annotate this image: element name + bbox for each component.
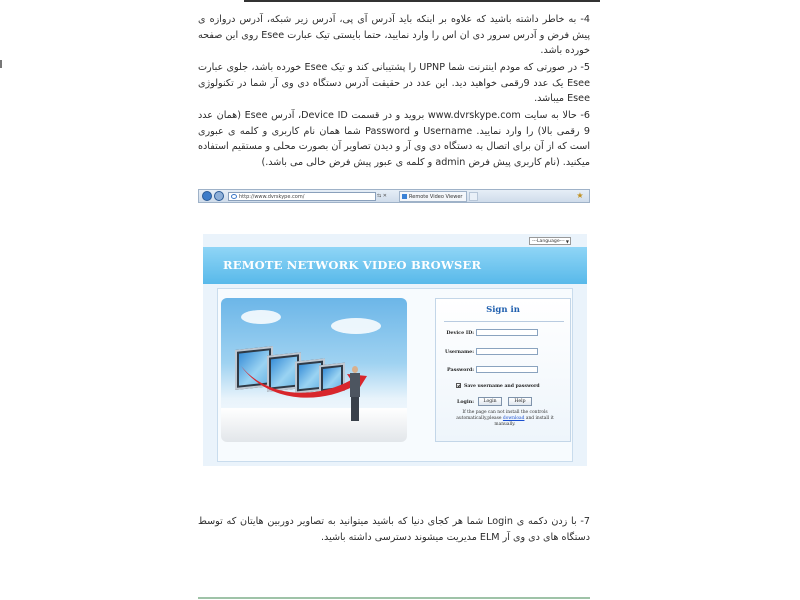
tab-label: Remote Video Viewer [409,194,463,200]
login-row-label: Login: [456,399,474,405]
remote-viewer-page [203,234,587,466]
remember-label: Save username and password [464,384,540,389]
device-id-label: Device ID: [446,330,474,336]
note-text-before: If the page can not install the controls automatically,please [456,410,548,421]
businessman-figure [349,366,361,422]
browser-toolbar [198,189,590,203]
password-input[interactable] [476,366,538,373]
note-text-after: and install it manually. [494,416,554,427]
chevron-down-icon: ▼ [565,239,569,244]
new-tab-button[interactable] [469,192,478,201]
paragraph-step-5: 5- در صورتی که مودم اینترنت شما UPNP را پشتیبانی کند و تیک Esee خورده باشد، جلوی عبارت Esee یک عدد 9رقمی خواهید دید. این عدد در حقیقت آدرس دستگاه دی وی آر شما در تکنولوژی Esee میباشد. [198,62,590,105]
favorites-star-icon[interactable]: ★ [576,191,584,200]
install-note [446,410,564,428]
banner-title: REMOTE NETWORK VIDEO BROWSER [223,258,482,272]
password-label: Password: [447,367,474,373]
paragraph-step-4: 4- به خاطر داشته باشید که علاوه بر اینکه باید آدرس آی پی، آدرس زیر شبکه، آدرس دروازه ی پیش فرض و آدرس سرور دی ان اس را وارد نمایید، حتما بایستی تیک عبارت Esee روی این صفحه خورده باشد. [198,14,590,57]
bottom-rule [198,597,590,599]
help-button[interactable]: Help [508,397,532,406]
language-select[interactable] [529,237,571,245]
remember-checkbox[interactable] [456,383,461,388]
cloud-shape [331,318,381,334]
left-margin-mark [0,60,2,68]
login-button[interactable]: Login [478,397,502,406]
language-select-value: ---Language--- [532,239,565,244]
page-icon [402,194,407,199]
forward-arrow-icon[interactable] [214,191,224,201]
divider [444,321,564,322]
address-text: http://www.dvrskype.com/ [239,194,305,200]
browser-icon [231,194,237,199]
refresh-stop-icons[interactable]: ⇆ ✕ [377,193,387,199]
username-label: Username: [445,349,474,355]
signin-title: Sign in [486,305,520,315]
network-video-illustration [221,298,407,442]
paragraph-step-6: 6- حالا به سایت www.dvrskype.com بروید و در قسمت Device ID، آدرس Esee (همان عدد 9 رقمی بالا) را وارد نمایید. Username و Password شما همان نام کاربری و کلمه ی عبوری است که از آن برای اتصال به دستگاه دی وی آر و دیدن تصاویر آن بصورت محلی و مستقیم استفاده میکنید. (نام کاربری پیش فرض admin و کلمه ی عبور پیش فرض خالی می باشد.) [198,110,590,168]
address-bar[interactable] [228,192,376,201]
paragraph-step-7: 7- با زدن دکمه ی Login شما هر کجای دنیا که باشید میتوانید به تصاویر دوربین هایتان که توسط دستگاه های دی وی آر ELM مدیریت میشوند دسترسی داشته باشید. [198,516,590,543]
header-banner [203,247,587,284]
username-input[interactable] [476,348,538,355]
back-arrow-icon[interactable] [202,191,212,201]
signin-panel [435,298,571,442]
tab-remote-video-viewer[interactable] [399,191,467,202]
download-link[interactable]: download [502,416,525,421]
device-id-input[interactable] [476,329,538,336]
top-rule [244,0,600,2]
cloud-shape [241,310,281,324]
remember-row [456,383,540,389]
floor-shape [221,408,407,442]
